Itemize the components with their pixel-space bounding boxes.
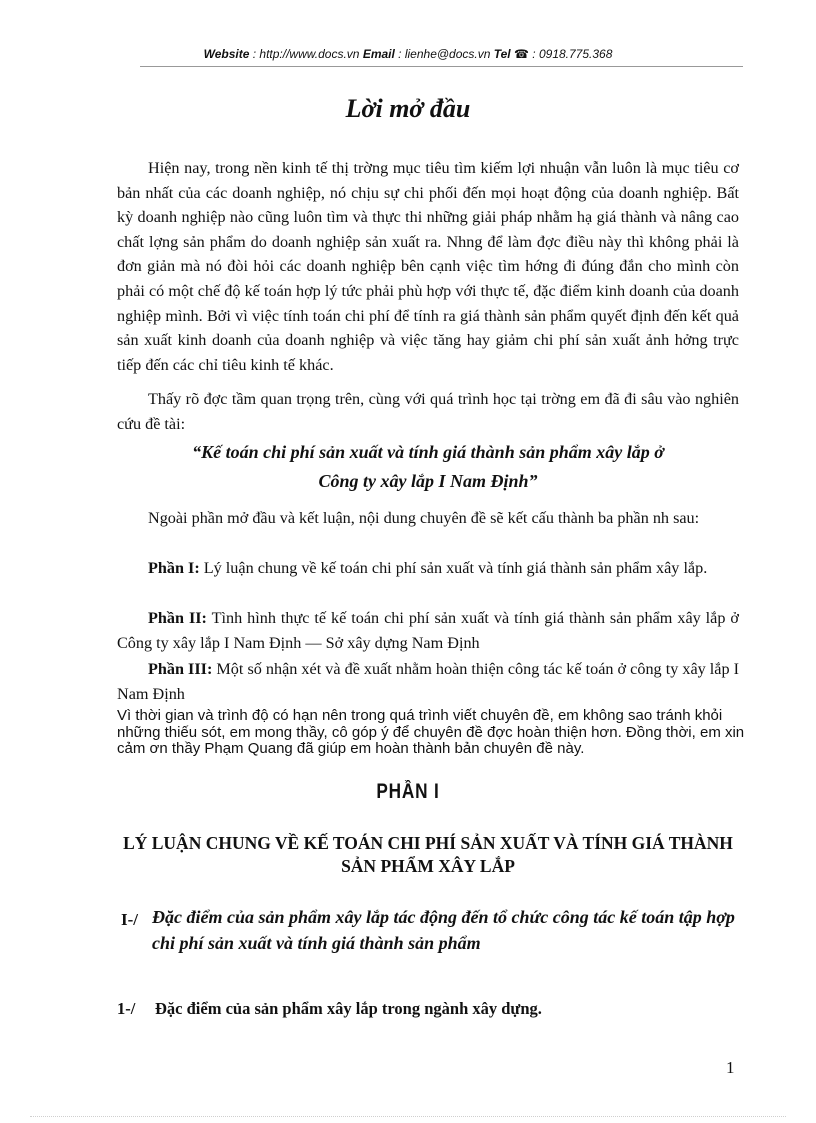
intro-paragraph: Hiện nay, trong nền kinh tế thị trờng mục tiêu tìm kiếm lợi nhuận vẫn luôn là mục tiêu cơ bản nhất của các doanh nghiệp, nó chịu sự chi phối đến mọi hoạt động của doanh nghiệp. Bất kỳ doanh nghiệp nào cũng luôn tìm và thực thi những giải pháp nhằm hạ giá thành và nâng cao chất lợng sản phẩm do doanh nghiệp sản xuất ra. Nhng để làm đợc điều này thì không phải là đơn giản mà nó đòi hỏi các doanh nghiệp bên cạnh việc tìm hớng đi đúng đắn cho mình còn phải có một chế độ kế toán hợp lý tức phải phù hợp với thực tế, đặc điểm kinh doanh của doanh nghiệp mình. Bởi vì việc tính toán chi phí để tính ra giá thành sản phẩm quyết định đến kết quả sản xuất kinh doanh của doanh nghiệp và việc tăng hay giảm chi phí sản xuất ảnh hởng trực tiếp đến các chỉ tiêu kinh tế khác.	[117, 159, 739, 374]
importance-paragraph: Thấy rõ đợc tầm quan trọng trên, cùng với quá trình học tại trờng em đã đi sâu vào nghiên cứu đề tài:	[117, 390, 739, 433]
part-1-text: Lý luận chung về kế toán chi phí sản xuất và tính giá thành sản phẩm xây lắp.	[203, 559, 708, 577]
part-1-label: Phần I:	[148, 559, 200, 577]
part-3-summary	[117, 657, 739, 706]
footer-divider	[30, 1116, 786, 1117]
closing-paragraph: Vì thời gian và trình độ có hạn nên trong quá trình viết chuyên đề, em không sao tránh khỏi những thiếu sót, em mong thầy, cô góp ý để chuyên đề đợc hoàn thiện hơn. Đồng thời, em xin cảm ơn thầy Phạm Quang đã giúp em hoàn thành bản chuyên đề này.	[117, 707, 745, 758]
header-divider	[140, 66, 743, 67]
part-3-text: Một số nhận xét và đề xuất nhằm hoàn thiện công tác kế toán ở công ty xây lắp I Nam Định	[117, 660, 740, 703]
part-2-summary	[117, 606, 739, 655]
tel-label: Tel	[493, 47, 511, 61]
tel-value: : 0918.775.368	[532, 47, 613, 61]
topic-title-line-2: Công ty xây lắp I Nam Định”	[318, 471, 538, 491]
section-title: Đặc điểm của sản phẩm xây lắp tác động đến tổ chức công tác kế toán tập hợp chi phí sản xuất và tính giá thành sản phẩm	[152, 907, 735, 953]
website-value: : http://www.docs.vn	[252, 47, 360, 61]
subsection-title: Đặc điểm của sản phẩm xây lắp trong ngành xây dựng.	[155, 999, 542, 1018]
structure-paragraph: Ngoài phần mở đầu và kết luận, nội dung chuyên đề sẽ kết cấu thành ba phần nh sau:	[148, 509, 700, 527]
topic-title-line-1: “Kế toán chi phí sản xuất và tính giá thành sản phẩm xây lắp ở	[192, 442, 664, 462]
part-2-label: Phần II:	[148, 609, 207, 627]
phone-icon: ☎	[514, 47, 529, 61]
topic-title	[117, 438, 739, 496]
email-label: Email	[362, 47, 395, 61]
email-value: : lienhe@docs.vn	[398, 47, 491, 61]
page-number: 1	[726, 1058, 735, 1077]
part-3-label: Phần III:	[148, 660, 213, 678]
page-header	[0, 47, 816, 61]
part-heading: PHẦN I	[376, 780, 440, 803]
section-number: I-/	[121, 910, 138, 929]
subsection-number: 1-/	[117, 999, 136, 1018]
website-label: Website	[203, 47, 250, 61]
part-1-summary	[117, 556, 739, 581]
part-2-text: Tình hình thực tế kế toán chi phí sản xuất và tính giá thành sản phẩm xây lắp ở Công ty xây lắp I Nam Định — Sở xây dựng Nam Định	[117, 609, 739, 652]
document-title: Lời mở đầu	[345, 94, 471, 123]
chapter-title: LÝ LUẬN CHUNG VỀ KẾ TOÁN CHI PHÍ SẢN XUẤT VÀ TÍNH GIÁ THÀNH SẢN PHẨM XÂY LẮP	[123, 833, 733, 876]
